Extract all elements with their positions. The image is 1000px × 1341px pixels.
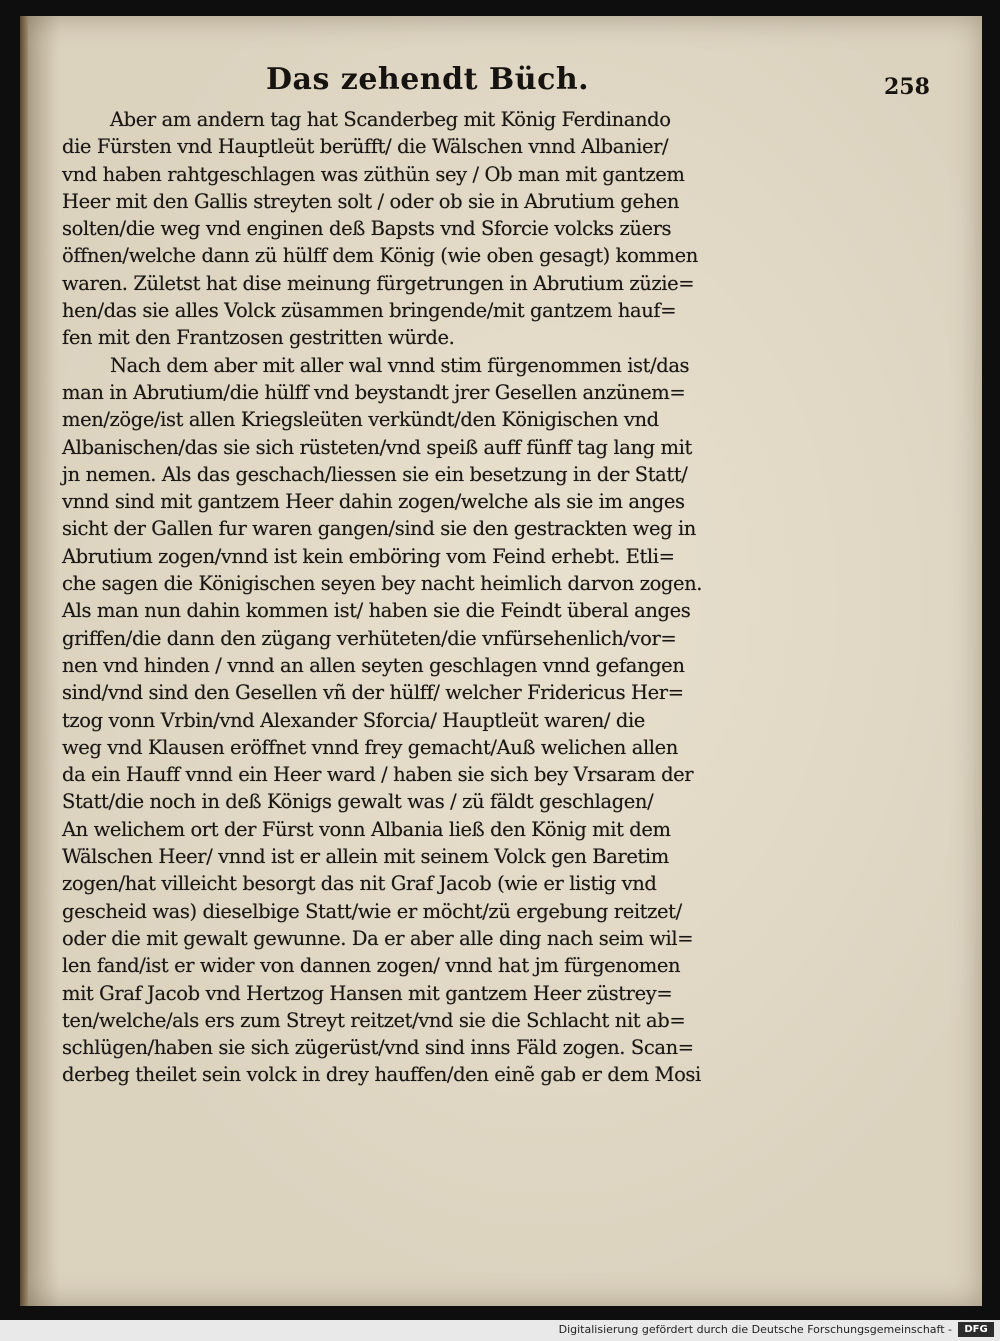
text-line: zogen/hat villeicht besorgt das nit Graf Jacob (wie er listig vnd [62, 872, 657, 896]
text-line: Aber am andern tag hat Scanderbeg mit König Ferdinando [110, 108, 671, 131]
text-line: tzog vonn Vrbin/vnd Alexander Sforcia/ Hauptleüt waren/ die [62, 708, 645, 732]
text-line: An welichem ort der Fürst vonn Albania ließ den König mit dem [62, 817, 671, 841]
page-number: 258 [884, 74, 930, 100]
page-gutter [20, 16, 28, 1306]
text-line: jn nemen. Als das geschach/liessen sie ein besetzung in der Statt/ [62, 462, 688, 486]
text-line: öffnen/welche dann zü hülff dem König (wie oben gesagt) kommen [62, 244, 698, 268]
text-line: gescheid was) dieselbige Statt/wie er möcht/zü ergebung reitzet/ [62, 899, 682, 923]
text-line: ten/welche/als ers zum Streyt reitzet/vnd sie die Schlacht nit ab= [62, 1008, 686, 1032]
text-line: derbeg theilet sein volck in drey hauffen/den einẽ gab er dem Mosi [62, 1063, 701, 1087]
text-line: weg vnd Klausen eröffnet vnnd frey gemacht/Auß welichen allen [62, 735, 678, 759]
body-text [62, 106, 782, 1089]
text-line: Heer mit den Gallis streyten solt / oder ob sie in Abrutium gehen [62, 189, 680, 213]
text-line: Als man nun dahin kommen ist/ haben sie die Feindt überal anges [62, 599, 691, 623]
text-line: man in Abrutium/die hülff vnd beystandt jrer Gesellen anzünem= [62, 380, 686, 404]
text-line: vnd haben rahtgeschlagen was züthün sey / Ob man mit gantzem [62, 162, 685, 186]
text-line: che sagen die Königischen seyen bey nacht heimlich darvon zogen. [62, 572, 703, 596]
dfg-logo: DFG [958, 1322, 994, 1337]
text-line: da ein Hauff vnnd ein Heer ward / haben sie sich bey Vrsaram der [62, 763, 694, 787]
text-line: sind/vnd sind den Gesellen vñ der hülff/ welcher Fridericus Her= [62, 681, 684, 705]
text-line: nen vnd hinden / vnnd an allen seyten geschlagen vnnd gefangen [62, 653, 685, 677]
text-line: waren. Zületst hat dise meinung fürgetrungen in Abrutium züzie= [62, 271, 695, 295]
text-line: Albanischen/das sie sich rüsteten/vnd speiß auff fünff tag lang mit [62, 435, 692, 459]
running-head: Das zehendt Büch. [266, 62, 590, 97]
text-line: vnnd sind mit gantzem Heer dahin zogen/welche als sie im anges [62, 490, 685, 514]
text-line: oder die mit gewalt gewunne. Da er aber alle ding nach seim wil= [62, 926, 694, 950]
text-line: Statt/die noch in deß Königs gewalt was / zü fäldt geschlagen/ [62, 790, 654, 814]
text-line: Wälschen Heer/ vnnd ist er allein mit seinem Volck gen Baretim [62, 845, 669, 869]
text-line: len fand/ist er wider von dannen zogen/ vnnd hat jm fürgenomen [62, 954, 681, 978]
text-line: fen mit den Frantzosen gestritten würde. [62, 326, 455, 350]
text-line: sicht der Gallen fur waren gangen/sind sie den gestrackten weg in [62, 517, 696, 541]
text-line: Abrutium zogen/vnnd ist kein emböring vom Feind erhebt. Etli= [62, 544, 675, 568]
footer-credit: Digitalisierung gefördert durch die Deutsche Forschungsgemeinschaft - [558, 1323, 952, 1336]
text-line: solten/die weg vnd enginen deß Bapsts vnd Sforcie volcks züers [62, 217, 672, 241]
text-line: Nach dem aber mit aller wal vnnd stim fürgenommen ist/das [110, 353, 690, 377]
text-line: hen/das sie alles Volck züsammen bringende/mit gantzem hauf= [62, 299, 677, 323]
text-line: schlügen/haben sie sich zügerüst/vnd sind inns Fäld zogen. Scan= [62, 1036, 694, 1060]
text-line: men/zöge/ist allen Kriegsleüten verkündt/den Königischen vnd [62, 408, 659, 432]
text-line: griffen/die dann den zügang verhüteten/die vnfürsehenlich/vor= [62, 626, 677, 650]
text-line: die Fürsten vnd Hauptleüt berüfft/ die Wälschen vnnd Albanier/ [62, 135, 669, 159]
text-line: mit Graf Jacob vnd Hertzog Hansen mit gantzem Heer züstrey= [62, 981, 673, 1005]
